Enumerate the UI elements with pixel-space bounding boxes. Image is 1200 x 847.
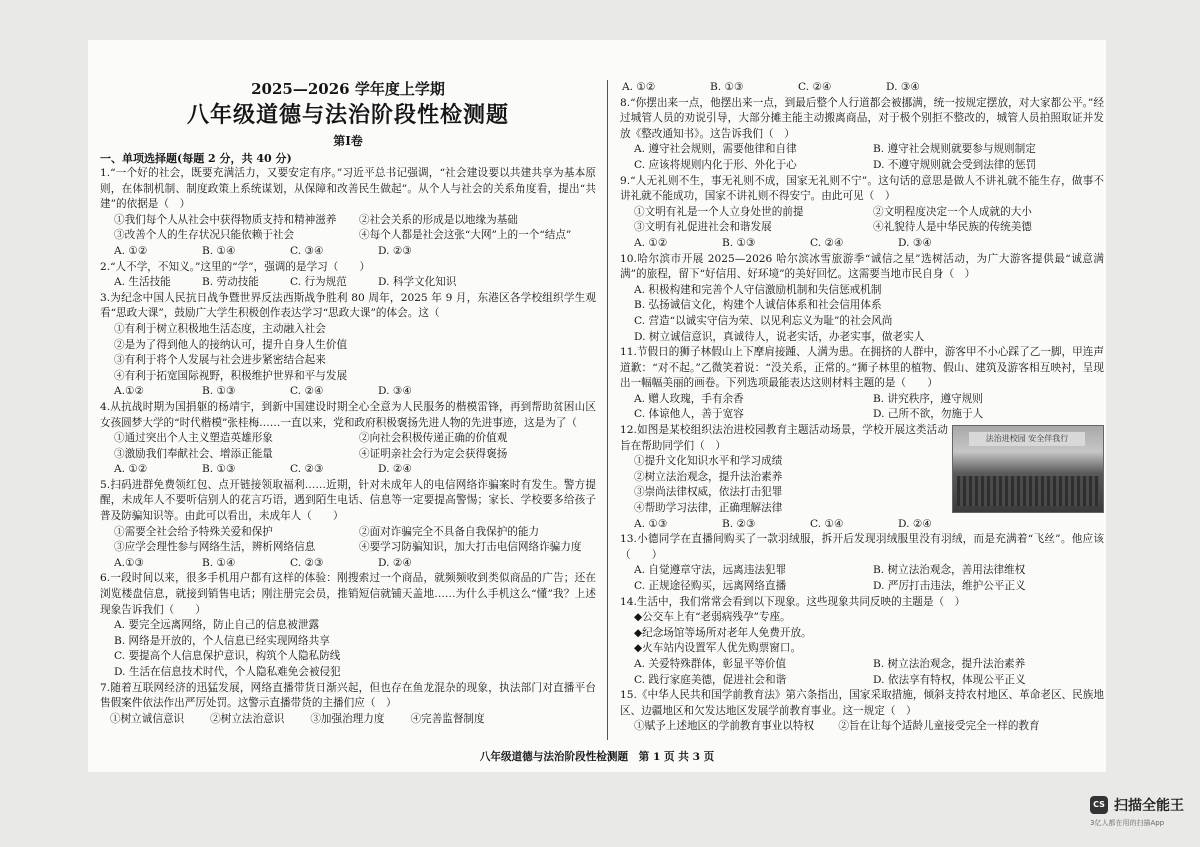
statement: ②向社会积极传递正确的价值观 xyxy=(359,432,508,445)
choice-a: A. ①② xyxy=(114,463,148,476)
choice-c: C. ①④ xyxy=(810,517,844,530)
statement-list xyxy=(100,431,596,462)
question-6 xyxy=(100,571,596,680)
statement: ③崇尚法律权威，依法打击犯罪 xyxy=(634,486,783,499)
statement: ②树立法治观念，提升法治素养 xyxy=(634,470,783,483)
question-1 xyxy=(100,166,596,260)
statement-list xyxy=(100,213,596,244)
question-10 xyxy=(620,252,1104,346)
option-b: B. 讲究秩序，遵守规则 xyxy=(873,392,983,405)
choice-row xyxy=(620,236,1104,252)
statement: ①树立诚信意识 xyxy=(110,712,185,725)
choice-c: C. ②④ xyxy=(290,385,324,398)
camscanner-logo-icon: CS xyxy=(1090,796,1108,814)
exam-year: 2025—2026 学年度上学期 xyxy=(251,80,445,98)
choice-row xyxy=(100,556,596,572)
choice-d: D. ②④ xyxy=(378,556,412,569)
question-stem: 4.从抗战时期为国捐躯的杨靖宇，到新中国建设时期全心全意为人民服务的楷模雷锋，再到帮助贫困山区女孩圆梦大学的“时代楷模”张桂梅……一直以来，党和政府积极褒扬先进人物的先进事迹，这是为了（ xyxy=(100,400,596,429)
option-d: D. 树立诚信意识，真诚待人，说老实话，办老实事，做老实人 xyxy=(634,330,925,343)
statement: ②文明程度决定一个人成就的大小 xyxy=(873,205,1032,218)
question-12 xyxy=(620,423,1104,532)
option-b: B. 遵守社会规则就要参与规则制定 xyxy=(873,143,1036,156)
statement: ④要学习防骗知识，加大打击电信网络诈骗力度 xyxy=(359,541,582,554)
choice-c: C. ②④ xyxy=(810,236,844,249)
option-c: C. 体谅他人，善于宽容 xyxy=(634,408,744,421)
choice-a: A. 生活技能 xyxy=(114,276,171,289)
choice-b: B. ①③ xyxy=(722,236,756,249)
statement: ④完善监督制度 xyxy=(410,712,485,725)
statement: ③激励我们奉献社会、增添正能量 xyxy=(114,447,273,460)
statement-list xyxy=(620,454,948,516)
question-stem: 7.随着互联网经济的迅猛发展，网络直播带货日渐兴起，但也存在鱼龙混杂的现象，执法部门对直播平台售假案件依法作出严厉处罚。这警示直播带货的主播们应（ ） xyxy=(100,681,596,710)
option-list xyxy=(620,142,1104,173)
question-13 xyxy=(620,532,1104,594)
exam-title: 八年级道德与法治阶段性检测题 xyxy=(186,102,509,128)
choice-d: D. ③④ xyxy=(898,236,932,249)
option-d: D. 依法享有特权，体现公平正义 xyxy=(873,673,1026,686)
statement: ①文明有礼是一个人立身处世的前提 xyxy=(634,205,804,218)
option-d: D. 己所不欲，勿施于人 xyxy=(873,408,984,421)
phenomenon-item: ◆火车站内设置军人优先购票窗口。 xyxy=(634,642,802,655)
statement: ③加强治理力度 xyxy=(310,712,385,725)
right-column xyxy=(620,80,1104,735)
question-stem: 1.“一个好的社会，既要充满活力，又要安定有序。”习近平总书记强调，“社会建设要以共建共享为基本原则，在体制机制、制度政策上系统谋划，从保障和改善民生做起”。从个人与社会的关系角度看，提出“共建”的依据是（ ） xyxy=(100,167,596,211)
column-divider xyxy=(607,80,608,740)
statement: ①我们每个人从社会中获得物质支持和精神滋养 xyxy=(114,213,337,226)
photo-banner: 法治进校园 安全伴我行 xyxy=(969,432,1085,446)
question-stem: 8.“你摆出来一点，他摆出来一点，到最后整个人行道都会被挪满，统一按规定摆放，对大家都公平。”经过城管人员的劝说引导，大部分摊主能主动搬离商品，对于极个别拒不整改的，城管人员拍照取证并发放《整改通知书》。这告诉我们（ ） xyxy=(620,96,1104,140)
choice-row xyxy=(100,275,596,291)
question-stem: 9.“人无礼则不生，事无礼则不成，国家无礼则不宁”。这句话的意思是做人不讲礼就不能生存，做事不讲礼就不能成功，国家不讲礼则不得安宁。由此可见（ ） xyxy=(620,174,1104,203)
option-a: A. 赠人玫瑰，手有余香 xyxy=(634,392,744,405)
phenomenon-item: ◆公交车上有“老弱病残孕”专座。 xyxy=(634,611,791,624)
statement: ③应学会理性参与网络生活，辨析网络信息 xyxy=(114,541,316,554)
statement: ②旨在让每个适龄儿童接受完全一样的教育 xyxy=(838,720,1040,733)
choice-d: D. ③④ xyxy=(886,81,920,93)
option-a: A. 要完全远离网络，防止自己的信息被泄露 xyxy=(114,619,320,632)
choice-a: A. ①② xyxy=(114,244,148,257)
exam-sheet xyxy=(88,40,1106,772)
choice-c: C. ②③ xyxy=(290,556,324,569)
statement: ③改善个人的生存状况只能依赖于社会 xyxy=(114,229,295,242)
question-15 xyxy=(620,688,1104,735)
option-d: D. 生活在信息技术时代，个人隐私难免会被侵犯 xyxy=(114,666,341,678)
choice-row xyxy=(620,517,1104,533)
option-c: C. 应该将规则内化于形、外化于心 xyxy=(634,158,797,171)
question-stem: 2.“人不学，不知义。”这里的“学”，强调的是学习（ ） xyxy=(100,260,371,273)
choice-a: A. ①② xyxy=(634,236,668,249)
option-list xyxy=(100,618,596,680)
scanner-watermark xyxy=(1090,795,1190,828)
option-a: A. 关爱特殊群体，彰显平等价值 xyxy=(634,657,787,670)
choice-b: B. 劳动技能 xyxy=(202,276,259,289)
choice-row xyxy=(100,384,596,400)
option-a: A. 遵守社会规则，需要他律和自律 xyxy=(634,143,797,156)
option-b: B. 树立法治观念，提升法治素养 xyxy=(873,657,1026,670)
choice-d: D. ②④ xyxy=(378,463,412,476)
option-a: A. 自觉遵章守法，远离违法犯罪 xyxy=(634,564,787,577)
option-c: C. 践行家庭美德，促进社会和谐 xyxy=(634,673,787,686)
statement: ①有利于树立积极地生活态度，主动融入社会 xyxy=(114,322,326,335)
statement: ①赋予上述地区的学前教育事业以特权 xyxy=(634,720,815,733)
question-stem: 13.小德同学在直播间购买了一款羽绒服，拆开后发现羽绒服里没有羽绒，而是充满着“飞丝”。他应该（ ） xyxy=(620,533,1104,561)
watermark-tagline: 3亿人都在用的扫描App xyxy=(1090,819,1165,827)
choice-b: B. ①③ xyxy=(710,81,744,93)
choice-c: C. ③④ xyxy=(290,244,324,257)
statement: ②社会关系的形成是以地缘为基础 xyxy=(359,213,518,226)
choice-b: B. ①③ xyxy=(202,385,236,398)
statement: ②是为了得到他人的接纳认可，提升自身人生价值 xyxy=(114,338,348,351)
option-b: B. 网络是开放的，个人信息已经实现网络共享 xyxy=(114,634,330,647)
question-8 xyxy=(620,96,1104,174)
question-4 xyxy=(100,400,596,478)
option-c: C. 要提高个人信息保护意识，构筑个人隐私防线 xyxy=(114,650,341,663)
option-c: C. 营造“以诚实守信为荣、以见利忘义为耻”的社会风尚 xyxy=(634,314,893,327)
statement: ④每个人都是社会这张“大网”上的一个“结点” xyxy=(359,229,572,242)
question-7 xyxy=(100,681,596,728)
question-stem: 11.节假日的狮子林假山上下摩肩接踵、人满为患。在拥挤的人群中，游客甲不小心踩了乙一脚，甲连声道歉：“对不起。”乙微笑着说：“没关系，正常的。”狮子林里的植物、假山、建筑及游客相互映衬，呈现出一幅幅美丽的画卷。下列选项最能表达这则材料主题的是（ ） xyxy=(620,346,1104,390)
option-list xyxy=(620,657,1104,688)
statement: ④帮助学习法律，正确理解法律 xyxy=(634,502,783,515)
choice-a: A.①② xyxy=(114,385,145,398)
option-c: C. 正规途径购买，远离网络直播 xyxy=(634,580,787,592)
statement: ②树立法治意识 xyxy=(210,712,285,725)
choice-b: B. ①④ xyxy=(202,556,236,569)
question-stem: 6.一段时间以来，很多手机用户都有这样的体验：刚搜索过一个商品，就频频收到类似商品的广告；还在浏览楼盘信息，就接到销售电话；刚注册完会员，推销短信就铺天盖地……为什么手机这么“懂”我？上述现象告诉我们（ ） xyxy=(100,572,596,616)
option-d: D. 严厉打击违法，维护公平正义 xyxy=(873,580,1026,592)
question-stem: 15.《中华人民共和国学前教育法》第六条指出，国家采取措施，倾斜支持农村地区、革命老区、民族地区、边疆地区和欠发达地区发展学前教育事业。这一规定（ ） xyxy=(620,689,1104,717)
choice-c: C. ②④ xyxy=(798,81,832,93)
choice-d: D. ③④ xyxy=(378,385,412,398)
statement: ②面对诈骗完全不具备自我保护的能力 xyxy=(359,525,540,538)
left-column xyxy=(100,80,596,727)
question-3 xyxy=(100,291,596,400)
choice-c: C. 行为规范 xyxy=(290,276,347,289)
question-stem: 10.哈尔滨市开展 2025—2026 哈尔滨冰雪旅游季“诚信之星”选树活动，为广大游客提供最“诚意满满”的旅程，留下“好信用、好环境”的美好回忆。这需要当地市民自身（ ） xyxy=(620,252,1104,281)
statement-list xyxy=(620,205,1104,236)
choice-b: B. ①④ xyxy=(202,244,236,257)
question-stem: 3.为纪念中国人民抗日战争暨世界反法西斯战争胜利 80 周年，2025 年 9 月，东港区各学校组织学生观看“思政大课”，鼓励广大学生积极创作表达学习“思政大课”的体会。这（ xyxy=(100,291,596,320)
option-b: B. 弘扬诚信文化，构建个人诚信体系和社会信用体系 xyxy=(634,299,882,312)
option-list xyxy=(620,283,1104,345)
statement: ①提升文化知识水平和学习成绩 xyxy=(634,455,783,468)
choice-d: D. ②④ xyxy=(898,517,932,530)
question-stem: 14.生活中，我们常常会看到以下现象。这些现象共同反映的主题是（ ） xyxy=(620,595,966,608)
statement: ③有利于将个人发展与社会进步紧密结合起来 xyxy=(114,354,326,367)
question-11 xyxy=(620,345,1104,423)
statement: ④礼貌待人是中华民族的传统美德 xyxy=(873,221,1032,234)
phenomenon-item: ◆纪念场馆等场所对老年人免费开放。 xyxy=(634,626,812,639)
phenomenon-list xyxy=(620,610,1104,657)
question-14 xyxy=(620,595,1104,689)
choice-c: C. ②③ xyxy=(290,463,324,476)
watermark-name: 扫描全能王 xyxy=(1114,798,1184,814)
option-list xyxy=(620,563,1104,594)
option-d: D. 不遵守规则就会受到法律的惩罚 xyxy=(873,158,1037,171)
statement-list xyxy=(100,712,596,728)
activity-photo xyxy=(952,425,1104,513)
choice-b: B. ①③ xyxy=(202,463,236,476)
choice-a: A.①③ xyxy=(114,556,145,569)
question-2 xyxy=(100,260,596,291)
statement-list xyxy=(620,719,1104,735)
option-list xyxy=(620,392,1104,423)
choice-a: A. ①② xyxy=(622,81,656,93)
choice-row xyxy=(100,462,596,478)
choice-d: D. 科学文化知识 xyxy=(378,276,457,289)
choice-d: D. ②③ xyxy=(378,244,412,257)
section-heading: 一、单项选择题(每题 2 分，共 40 分) xyxy=(100,152,292,165)
exam-volume: 第Ⅰ卷 xyxy=(333,134,363,148)
question-stem: 12.如图是某校组织法治进校园教育主题活动场景，学校开展这类活动旨在帮助同学们（ ） xyxy=(620,424,948,452)
photo-audience xyxy=(957,476,1099,506)
statement-list xyxy=(100,322,596,384)
option-a: A. 积极构建和完善个人守信激励机制和失信惩戒机制 xyxy=(634,283,882,296)
question-9 xyxy=(620,174,1104,252)
question-stem: 5.扫码进群免费领红包、点开链接领取福利……近期，针对未成年人的电信网络诈骗案时有发生。警方提醒，未成年人不要听信别人的花言巧语，遇到陌生电话、信息等一定要提高警惕；家长、学校要多给孩子普及防骗知识等。由此可以看出，未成年人（ ） xyxy=(100,478,596,523)
q7-choice-row xyxy=(620,80,1104,96)
statement-list xyxy=(100,525,596,556)
option-b: B. 树立法治观念，善用法律维权 xyxy=(873,564,1026,577)
statement: ④有利于拓宽国际视野，积极维护世界和平与发展 xyxy=(114,369,348,382)
question-5 xyxy=(100,478,596,572)
page-footer: 八年级道德与法治阶段性检测题 第 1 页 共 3 页 xyxy=(479,751,715,763)
choice-row xyxy=(100,244,596,260)
choice-a: A. ①③ xyxy=(634,517,668,530)
statement: ④证明亲社会行为定会获得褒扬 xyxy=(359,447,508,460)
choice-b: B. ②③ xyxy=(722,517,756,530)
statement: ①需要全社会给予特殊关爱和保护 xyxy=(114,525,273,538)
statement: ①通过突出个人主义塑造英雄形象 xyxy=(114,432,273,445)
statement: ③文明有礼促进社会和谐发展 xyxy=(634,221,772,234)
